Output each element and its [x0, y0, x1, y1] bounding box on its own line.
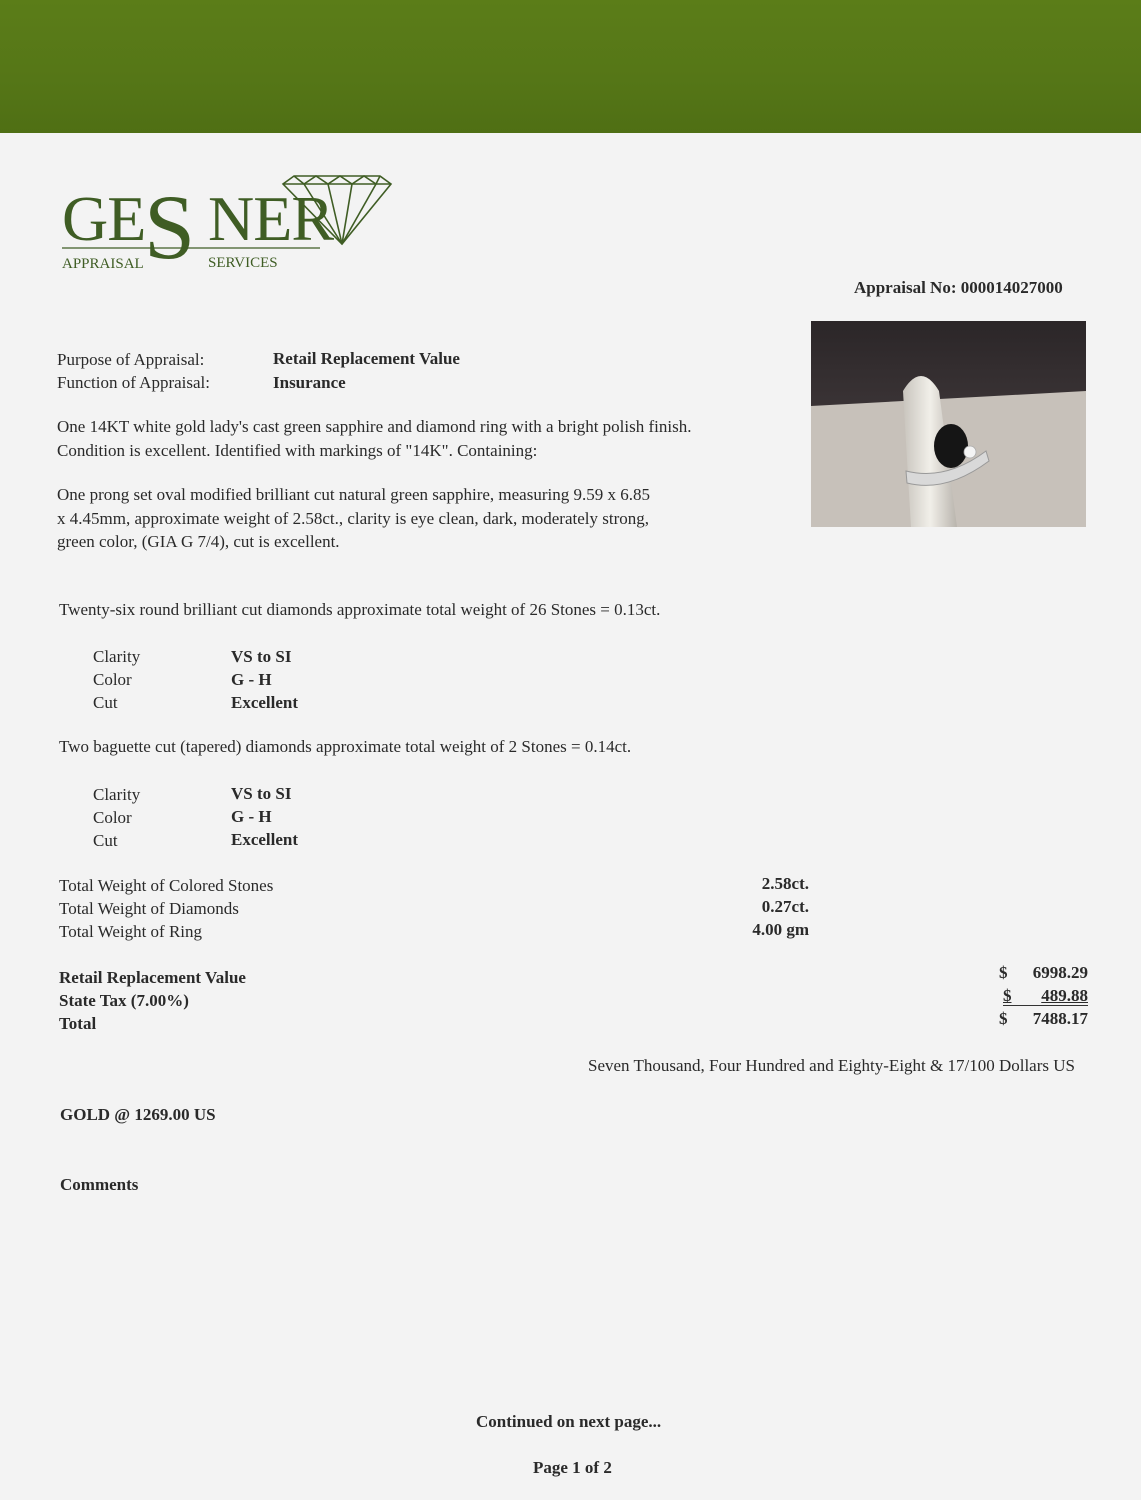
baguette-color-label: Color [93, 808, 132, 827]
sapphire-line-2: x 4.45mm, approximate weight of 2.58ct., clarity is eye clean, dark, moderately strong, [57, 509, 649, 528]
round-diamonds-text: Twenty-six round brilliant cut diamonds approximate total weight of 26 Stones = 0.13ct. [59, 600, 661, 619]
weight-colored-label: Total Weight of Colored Stones [59, 876, 274, 895]
state-tax-amount: 489.88 [1041, 986, 1088, 1005]
weight-ring-value: 4.00 gm [752, 920, 809, 939]
round-clarity-label: Clarity [93, 647, 141, 666]
total-label: Total [59, 1014, 97, 1033]
logo-tag-services: SERVICES [208, 255, 278, 271]
weight-ring-label: Total Weight of Ring [59, 922, 203, 941]
continued-note: Continued on next page... [476, 1412, 662, 1431]
baguette-color-value: G - H [231, 807, 272, 826]
logo-wordmark-end: NER [208, 183, 333, 254]
round-cut-label: Cut [93, 693, 118, 712]
purpose-value: Retail Replacement Value [273, 349, 460, 368]
logo-big-s: S [144, 176, 196, 273]
logo-wordmark: GE [62, 183, 146, 254]
logo-tag-appraisal: APPRAISAL [62, 256, 144, 272]
baguette-cut-value: Excellent [231, 830, 299, 849]
round-clarity-value: VS to SI [231, 647, 292, 666]
sapphire-stone [934, 424, 968, 468]
round-cut-value: Excellent [231, 693, 299, 712]
round-color-value: G - H [231, 670, 272, 689]
sapphire-line-1: One prong set oval modified brilliant cut natural green sapphire, measuring 9.59 x 6.85 [57, 485, 650, 504]
baguette-cut-label: Cut [93, 831, 118, 850]
weight-colored-value: 2.58ct. [761, 874, 809, 893]
retail-value-currency: $ [999, 963, 1008, 982]
description-line-1: One 14KT white gold lady's cast green sapphire and diamond ring with a bright polish finish. [57, 417, 692, 436]
weight-diamonds-label: Total Weight of Diamonds [59, 899, 239, 918]
appraisal-number: Appraisal No: 000014027000 [854, 278, 1063, 297]
state-tax-currency: $ [1003, 986, 1012, 1005]
baguette-diamonds-text: Two baguette cut (tapered) diamonds approximate total weight of 2 Stones = 0.14ct. [59, 737, 632, 756]
baguette-clarity-value: VS to SI [231, 784, 292, 803]
baguette-clarity-label: Clarity [93, 785, 141, 804]
weight-diamonds-value: 0.27ct. [761, 897, 809, 916]
page-number: Page 1 of 2 [533, 1458, 612, 1477]
total-amount: 7488.17 [1032, 1009, 1088, 1028]
tax-underline [1003, 1005, 1088, 1006]
retail-value-amount: 6998.29 [1032, 963, 1088, 982]
comments-heading: Comments [60, 1175, 139, 1194]
function-label: Function of Appraisal: [57, 373, 210, 392]
round-color-label: Color [93, 670, 132, 689]
top-green-banner [0, 0, 1141, 133]
description-line-2: Condition is excellent. Identified with markings of "14K". Containing: [57, 441, 538, 460]
gesner-logo [58, 158, 398, 273]
sapphire-line-3: green color, (GIA G 7/4), cut is excellent. [57, 532, 340, 551]
ring-photo [811, 321, 1086, 527]
gold-price: GOLD @ 1269.00 US [60, 1105, 216, 1124]
total-currency: $ [999, 1009, 1008, 1028]
retail-value-label: Retail Replacement Value [59, 968, 246, 987]
purpose-label: Purpose of Appraisal: [57, 350, 205, 369]
state-tax-label: State Tax (7.00%) [59, 991, 189, 1010]
function-value: Insurance [273, 373, 346, 392]
amount-in-words: Seven Thousand, Four Hundred and Eighty-Eight & 17/100 Dollars US [588, 1056, 1075, 1075]
